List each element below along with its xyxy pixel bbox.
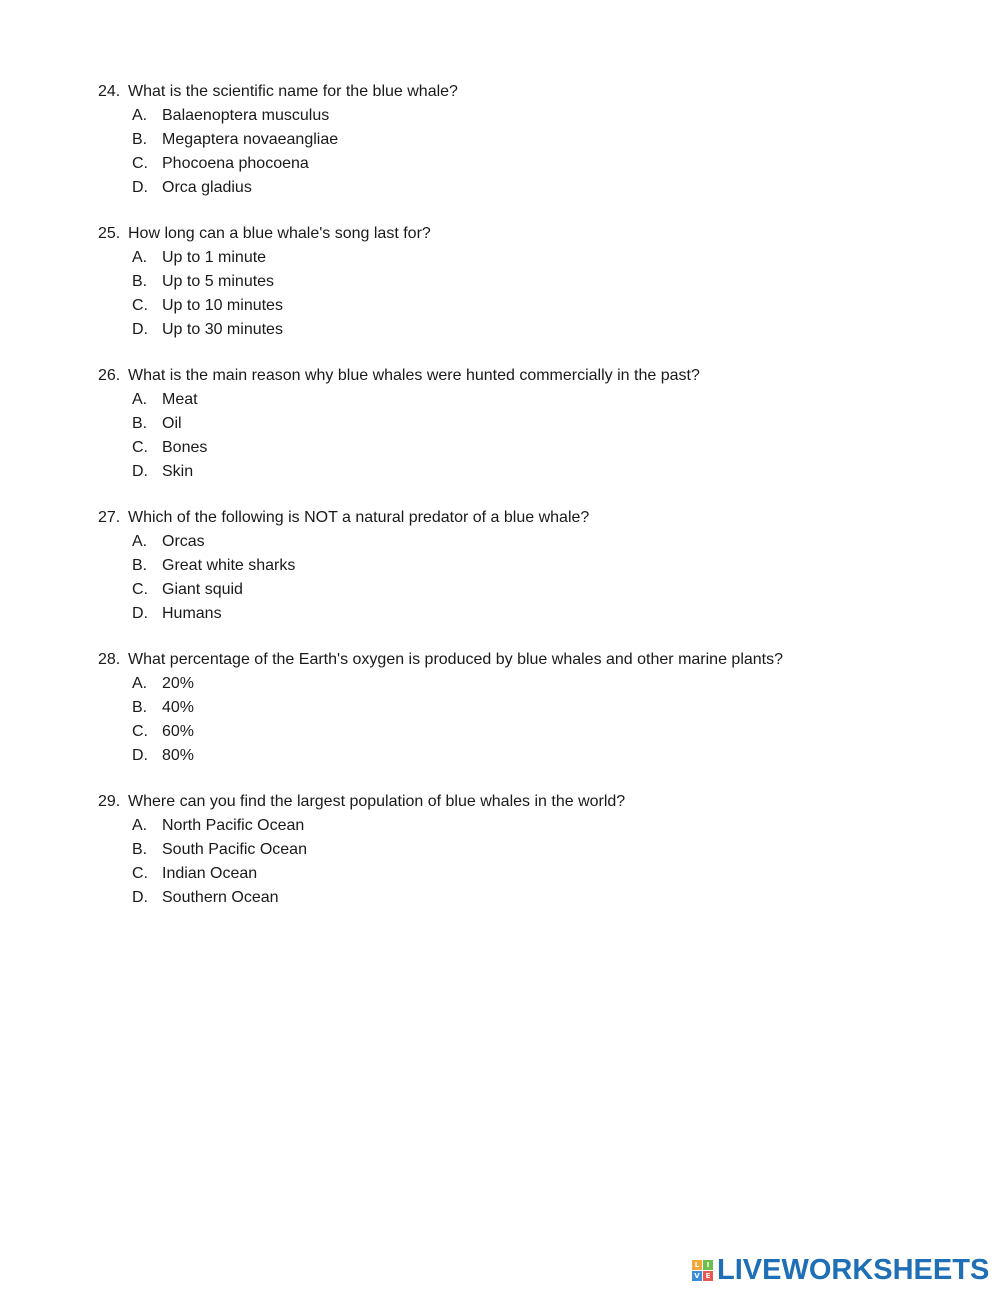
- option-letter: B.: [132, 557, 148, 574]
- option-text: 20%: [162, 675, 195, 692]
- option-c[interactable]: [132, 294, 283, 318]
- option-letter: C.: [132, 865, 148, 882]
- option-b[interactable]: [132, 838, 307, 862]
- option-text: Up to 1 minute: [162, 249, 267, 266]
- option-letter: C.: [132, 723, 148, 740]
- option-text: Up to 30 minutes: [162, 321, 283, 338]
- option-text: Orcas: [162, 533, 205, 550]
- logo-block: I: [703, 1260, 713, 1270]
- option-c[interactable]: [132, 862, 257, 886]
- option-text: Megaptera novaeangliae: [162, 131, 339, 148]
- option-d[interactable]: [132, 176, 252, 200]
- question-text: What percentage of the Earth's oxygen is produced by blue whales and other marine plants?: [128, 651, 784, 668]
- option-a[interactable]: [132, 246, 266, 270]
- option-b[interactable]: [132, 696, 194, 720]
- option-letter: B.: [132, 699, 148, 716]
- option-letter: B.: [132, 273, 148, 290]
- option-c[interactable]: [132, 152, 309, 176]
- option-a[interactable]: [132, 672, 194, 696]
- option-letter: A.: [132, 533, 148, 550]
- option-b[interactable]: [132, 270, 274, 294]
- option-d[interactable]: [132, 602, 222, 626]
- option-letter: B.: [132, 841, 148, 858]
- option-d[interactable]: [132, 460, 193, 484]
- logo-blocks-icon: [692, 1260, 713, 1281]
- question-text: Which of the following is NOT a natural predator of a blue whale?: [128, 509, 590, 526]
- option-text: 60%: [162, 723, 195, 740]
- option-d[interactable]: [132, 318, 283, 342]
- option-text: Meat: [162, 391, 198, 408]
- option-b[interactable]: [132, 412, 182, 436]
- question-number: 28.: [98, 651, 121, 668]
- option-a[interactable]: [132, 388, 198, 412]
- option-text: 40%: [162, 699, 195, 716]
- option-letter: D.: [132, 179, 148, 196]
- option-c[interactable]: [132, 720, 194, 744]
- question-text: What is the scientific name for the blue whale?: [128, 83, 458, 100]
- option-b[interactable]: [132, 128, 338, 152]
- option-text: Up to 5 minutes: [162, 273, 275, 290]
- option-letter: B.: [132, 415, 148, 432]
- question-text-line: [98, 506, 589, 530]
- option-letter: D.: [132, 889, 148, 906]
- option-letter: D.: [132, 321, 148, 338]
- logo-text: LIVEWORKSHEETS: [717, 1253, 990, 1286]
- option-letter: A.: [132, 391, 148, 408]
- option-a[interactable]: [132, 104, 329, 128]
- option-d[interactable]: [132, 886, 279, 910]
- question-text: How long can a blue whale's song last for?: [128, 225, 431, 242]
- question-text: What is the main reason why blue whales were hunted commercially in the past?: [128, 367, 700, 384]
- option-a[interactable]: [132, 814, 304, 838]
- option-text: Bones: [162, 439, 208, 456]
- option-c[interactable]: [132, 436, 207, 460]
- option-text: Oil: [162, 415, 182, 432]
- logo-block: V: [692, 1271, 702, 1281]
- option-text: Up to 10 minutes: [162, 297, 283, 314]
- option-letter: D.: [132, 605, 148, 622]
- option-text: Indian Ocean: [162, 865, 258, 882]
- question-number: 25.: [98, 225, 121, 242]
- option-text: Balaenoptera musculus: [162, 107, 330, 124]
- option-letter: A.: [132, 107, 148, 124]
- option-text: North Pacific Ocean: [162, 817, 305, 834]
- question-text-line: [98, 790, 625, 814]
- question-text-line: [98, 648, 783, 672]
- option-d[interactable]: [132, 744, 194, 768]
- option-letter: A.: [132, 249, 148, 266]
- option-letter: C.: [132, 155, 148, 172]
- question-number: 26.: [98, 367, 121, 384]
- option-letter: A.: [132, 675, 148, 692]
- option-text: Giant squid: [162, 581, 243, 598]
- question-number: 29.: [98, 793, 121, 810]
- option-letter: B.: [132, 131, 148, 148]
- option-b[interactable]: [132, 554, 295, 578]
- option-text: Orca gladius: [162, 179, 252, 196]
- question-text-line: [98, 364, 700, 388]
- option-text: Skin: [162, 463, 194, 480]
- option-letter: C.: [132, 439, 148, 456]
- question-text: Where can you find the largest population of blue whales in the world?: [128, 793, 626, 810]
- question-number: 24.: [98, 83, 121, 100]
- option-text: Great white sharks: [162, 557, 296, 574]
- option-letter: C.: [132, 297, 148, 314]
- option-text: South Pacific Ocean: [162, 841, 307, 858]
- option-c[interactable]: [132, 578, 243, 602]
- option-letter: D.: [132, 463, 148, 480]
- option-letter: A.: [132, 817, 148, 834]
- option-text: 80%: [162, 747, 195, 764]
- option-text: Southern Ocean: [162, 889, 279, 906]
- option-a[interactable]: [132, 530, 205, 554]
- option-letter: D.: [132, 747, 148, 764]
- question-number: 27.: [98, 509, 121, 526]
- logo-block: L: [692, 1260, 702, 1270]
- option-letter: C.: [132, 581, 148, 598]
- question-text-line: [98, 222, 431, 246]
- logo-block: E: [703, 1271, 713, 1281]
- question-text-line: [98, 80, 458, 104]
- option-text: Phocoena phocoena: [162, 155, 309, 172]
- liveworksheets-logo[interactable]: [692, 1254, 989, 1286]
- option-text: Humans: [162, 605, 222, 622]
